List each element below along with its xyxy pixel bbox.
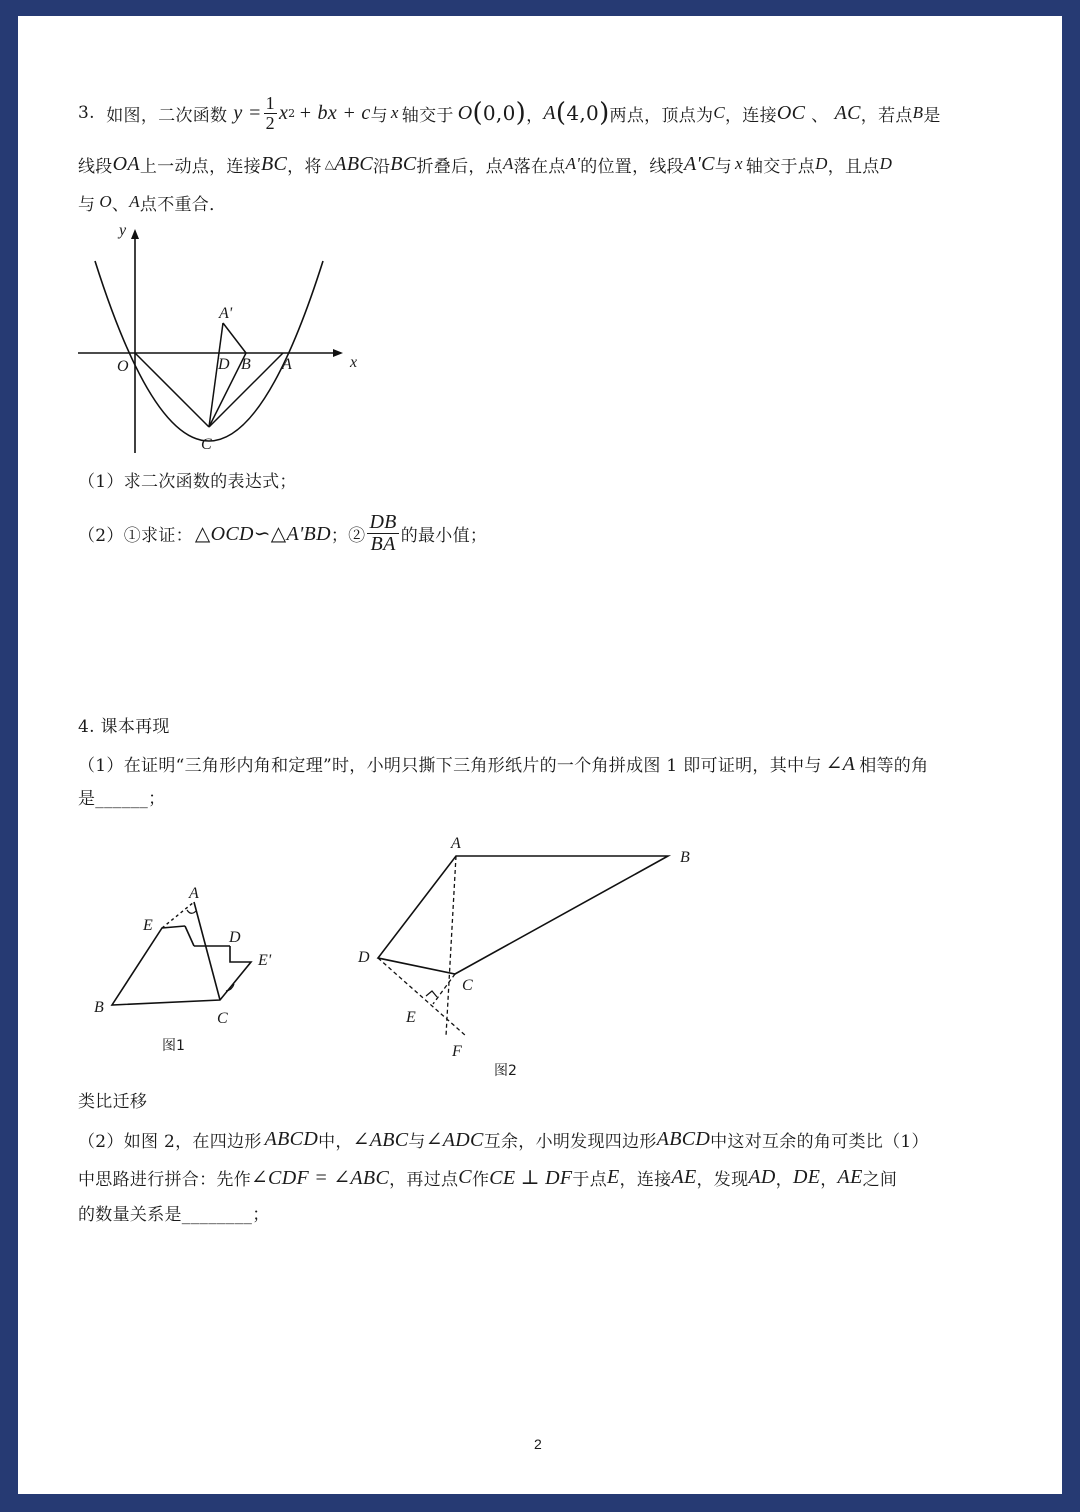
q3-text: ，连接 xyxy=(724,105,777,126)
fig1-side-to-A xyxy=(194,902,220,1000)
angle-ABC: ∠ABC xyxy=(352,1128,409,1151)
angle-ADC: ∠ADC xyxy=(425,1128,484,1151)
fig1-edge xyxy=(185,926,194,946)
var-x: x xyxy=(735,154,743,173)
angle-A: ∠A xyxy=(825,752,856,775)
q3-text: 点不重合． xyxy=(139,194,227,215)
fig1-label-D: D xyxy=(229,929,241,946)
worksheet-page xyxy=(18,16,1062,1494)
var-E: E xyxy=(607,1165,620,1188)
ratio-DB-BA xyxy=(367,512,398,555)
fig2-label-C: C xyxy=(462,977,473,994)
q3-text: （2）①求证： xyxy=(78,525,193,546)
fig1-label-E: E xyxy=(143,917,153,934)
q3-text: ，若点 xyxy=(860,105,913,126)
eq-x: x xyxy=(278,101,289,124)
q3-text: 两点，顶点为 xyxy=(609,105,714,126)
q3-text: 、 xyxy=(111,194,130,215)
q3-text: 落在点 xyxy=(513,156,566,177)
seg-BC: BC xyxy=(260,152,288,175)
q4-text: ， xyxy=(820,1169,838,1190)
q4-text: 中这对互余的角可类比（1） xyxy=(710,1131,929,1152)
quad-ABCD: ABCD xyxy=(656,1127,711,1150)
fig2-caption: 图2 xyxy=(494,1063,517,1079)
point-A-coords: 4,0 xyxy=(566,101,600,125)
q3-line-1: 3. 如图，二次函数 y = $\frac{1}{2}$ x 2 + bx + c 与 x 轴交于 O ( 0,0 ) ， A ( 4,0 ) 两点，顶点为 C ，连接 OC 、 AC ，若点 B 是 xyxy=(78,92,941,133)
fig2-label-A: A xyxy=(451,835,461,852)
q3-text: 与 xyxy=(714,156,733,177)
fig1-label-B: B xyxy=(94,999,104,1016)
seg-OC: OC xyxy=(776,101,806,124)
seg-AE: AE xyxy=(671,1165,697,1188)
q3-text: 的位置，线段 xyxy=(580,156,684,177)
seg-AC: AC xyxy=(834,101,861,124)
q4-text: 与 xyxy=(408,1131,426,1152)
fig1-caption: 图1 xyxy=(162,1038,185,1054)
q4-title: 4. 课本再现 xyxy=(78,717,170,737)
q3-text: ，且点 xyxy=(827,156,880,177)
label-O: O xyxy=(117,358,129,375)
q3-text: 上一动点，连接 xyxy=(139,156,261,177)
tri-ABC: ABC xyxy=(334,152,373,175)
figure-1 xyxy=(80,866,310,1056)
q4-p2-line3: 的数量关系是________； xyxy=(78,1205,270,1225)
q4-text: 相等的角 xyxy=(859,755,929,776)
seg-AE: AE xyxy=(837,1165,863,1188)
q4-text: ，连接 xyxy=(619,1169,672,1190)
page-number: 2 xyxy=(534,1436,542,1452)
point-A: A xyxy=(543,101,556,124)
q3-text: ，将 xyxy=(287,156,322,177)
fig1-dashed-EA xyxy=(162,902,194,928)
q3-text: 与 xyxy=(78,194,96,215)
x-axis-arrow-icon xyxy=(333,349,343,357)
label-A-prime: A' xyxy=(219,305,233,322)
label-B: B xyxy=(241,356,251,373)
label-A: A xyxy=(282,356,292,373)
q4-p2-line1 xyxy=(78,1124,929,1154)
fraction-denominator: 2 xyxy=(265,112,275,133)
q4-text: 中思路进行拼合：先作 xyxy=(78,1169,251,1190)
var-A: A xyxy=(502,154,514,173)
q4-text: （2）如图 2，在四边形 xyxy=(78,1131,262,1152)
q4-p2-line2 xyxy=(78,1162,897,1192)
angle-equation: ∠CDF = ∠ABC xyxy=(251,1166,390,1189)
q4-analogy-heading: 类比迁移 xyxy=(78,1092,148,1112)
quad-ABCD: ABCD xyxy=(264,1127,319,1150)
q4-p1-line1 xyxy=(78,748,928,778)
fig2-label-D: D xyxy=(358,949,370,966)
segment-OC xyxy=(135,353,209,427)
q4-text: ，发现 xyxy=(696,1169,749,1190)
var-D: D xyxy=(879,154,893,173)
q3-text: 轴交于点 xyxy=(745,156,816,177)
fig1-angle-mark-A xyxy=(187,910,196,913)
parabola-curve xyxy=(95,261,323,441)
q4-text: 互余，小明发现四边形 xyxy=(483,1131,657,1152)
label-C: C xyxy=(201,436,212,453)
q3-text: 轴交于 xyxy=(401,105,454,126)
q4-text: （1）在证明“三角形内角和定理”时，小明只撕下三角形纸片的一个角拼成图 1 即可证明，其中与 xyxy=(78,755,822,776)
fig2-label-B: B xyxy=(680,849,690,866)
q3-sub1: （1）求二次函数的表达式； xyxy=(78,472,297,492)
q3-parabola-figure xyxy=(73,221,363,466)
q3-text: 的最小值； xyxy=(400,525,488,546)
fig2-dashed-DF xyxy=(378,958,466,1036)
figure-2 xyxy=(348,824,708,1079)
fig2-right-angle-mark xyxy=(426,991,437,997)
q4-text: 于点 xyxy=(572,1169,607,1190)
fig1-label-C: C xyxy=(217,1010,228,1027)
eq-rest: + bx + c xyxy=(298,101,371,124)
y-axis-arrow-icon xyxy=(131,229,139,239)
var-x: x xyxy=(390,103,399,122)
q4-p1-line2: 是______； xyxy=(78,789,166,809)
similar-triangles: △OCD∽△A'BD xyxy=(194,522,331,545)
fig1-label-E-prime: E' xyxy=(258,952,272,969)
fraction-numerator: DB xyxy=(369,510,397,533)
label-D: D xyxy=(218,356,230,373)
point-O: O xyxy=(457,101,473,124)
segment-ApB xyxy=(223,323,246,353)
q3-text: 沿 xyxy=(372,156,391,177)
q4-text: 作 xyxy=(471,1169,490,1190)
seg-BC: BC xyxy=(390,152,417,175)
fig2-label-E: E xyxy=(406,1009,416,1026)
q3-text: ；② xyxy=(330,525,366,546)
label-y: y xyxy=(119,222,127,239)
eq-fraction xyxy=(264,94,277,133)
eq-y: y = xyxy=(233,101,262,124)
var-A-prime: A' xyxy=(565,154,581,173)
q3-text: 与 xyxy=(370,105,388,126)
q3-text: 、 xyxy=(811,105,829,126)
q4-text: 之间 xyxy=(862,1169,898,1190)
triangle-symbol: △ xyxy=(324,157,335,171)
q3-text: 是 xyxy=(923,105,941,126)
label-x: x xyxy=(350,354,358,371)
var-D: D xyxy=(815,154,828,173)
var-C: C xyxy=(713,103,725,122)
seg-DE: DE xyxy=(792,1165,821,1188)
fig1-label-A: A xyxy=(189,885,199,902)
fig2-dashed-CE xyxy=(433,974,455,1004)
fig2-dashed-AF xyxy=(446,856,456,1036)
var-O: O xyxy=(99,192,112,211)
q3-text: 如图，二次函数 xyxy=(106,105,228,126)
seg-AD: AD xyxy=(748,1165,776,1188)
fig2-label-F: F xyxy=(452,1043,462,1060)
q3-line-3 xyxy=(78,188,226,216)
seg-OA: OA xyxy=(112,152,140,175)
q4-text: ，再过点 xyxy=(389,1169,459,1190)
seg-ApC: A'C xyxy=(684,152,715,175)
perpendicular-CE-DF: CE ⊥ DF xyxy=(489,1166,573,1189)
eq-exponent: 2 xyxy=(288,106,296,120)
q3-text: ， xyxy=(526,105,544,126)
q3-sub2 xyxy=(78,506,487,560)
point-O-coords: 0,0 xyxy=(482,101,516,125)
q3-text: 折叠后，点 xyxy=(416,156,503,177)
fraction-numerator: 1 xyxy=(265,92,275,113)
var-B: B xyxy=(912,103,924,122)
q4-text: ， xyxy=(775,1169,793,1190)
q3-text: 线段 xyxy=(78,156,113,177)
q3-number: 3. xyxy=(78,103,95,123)
fig2-quadrilateral xyxy=(378,856,668,974)
var-C: C xyxy=(458,1165,472,1188)
fraction-denominator: BA xyxy=(370,532,396,555)
q4-text: 中， xyxy=(318,1131,353,1152)
q3-line-2 xyxy=(78,148,892,180)
var-A: A xyxy=(129,192,140,211)
